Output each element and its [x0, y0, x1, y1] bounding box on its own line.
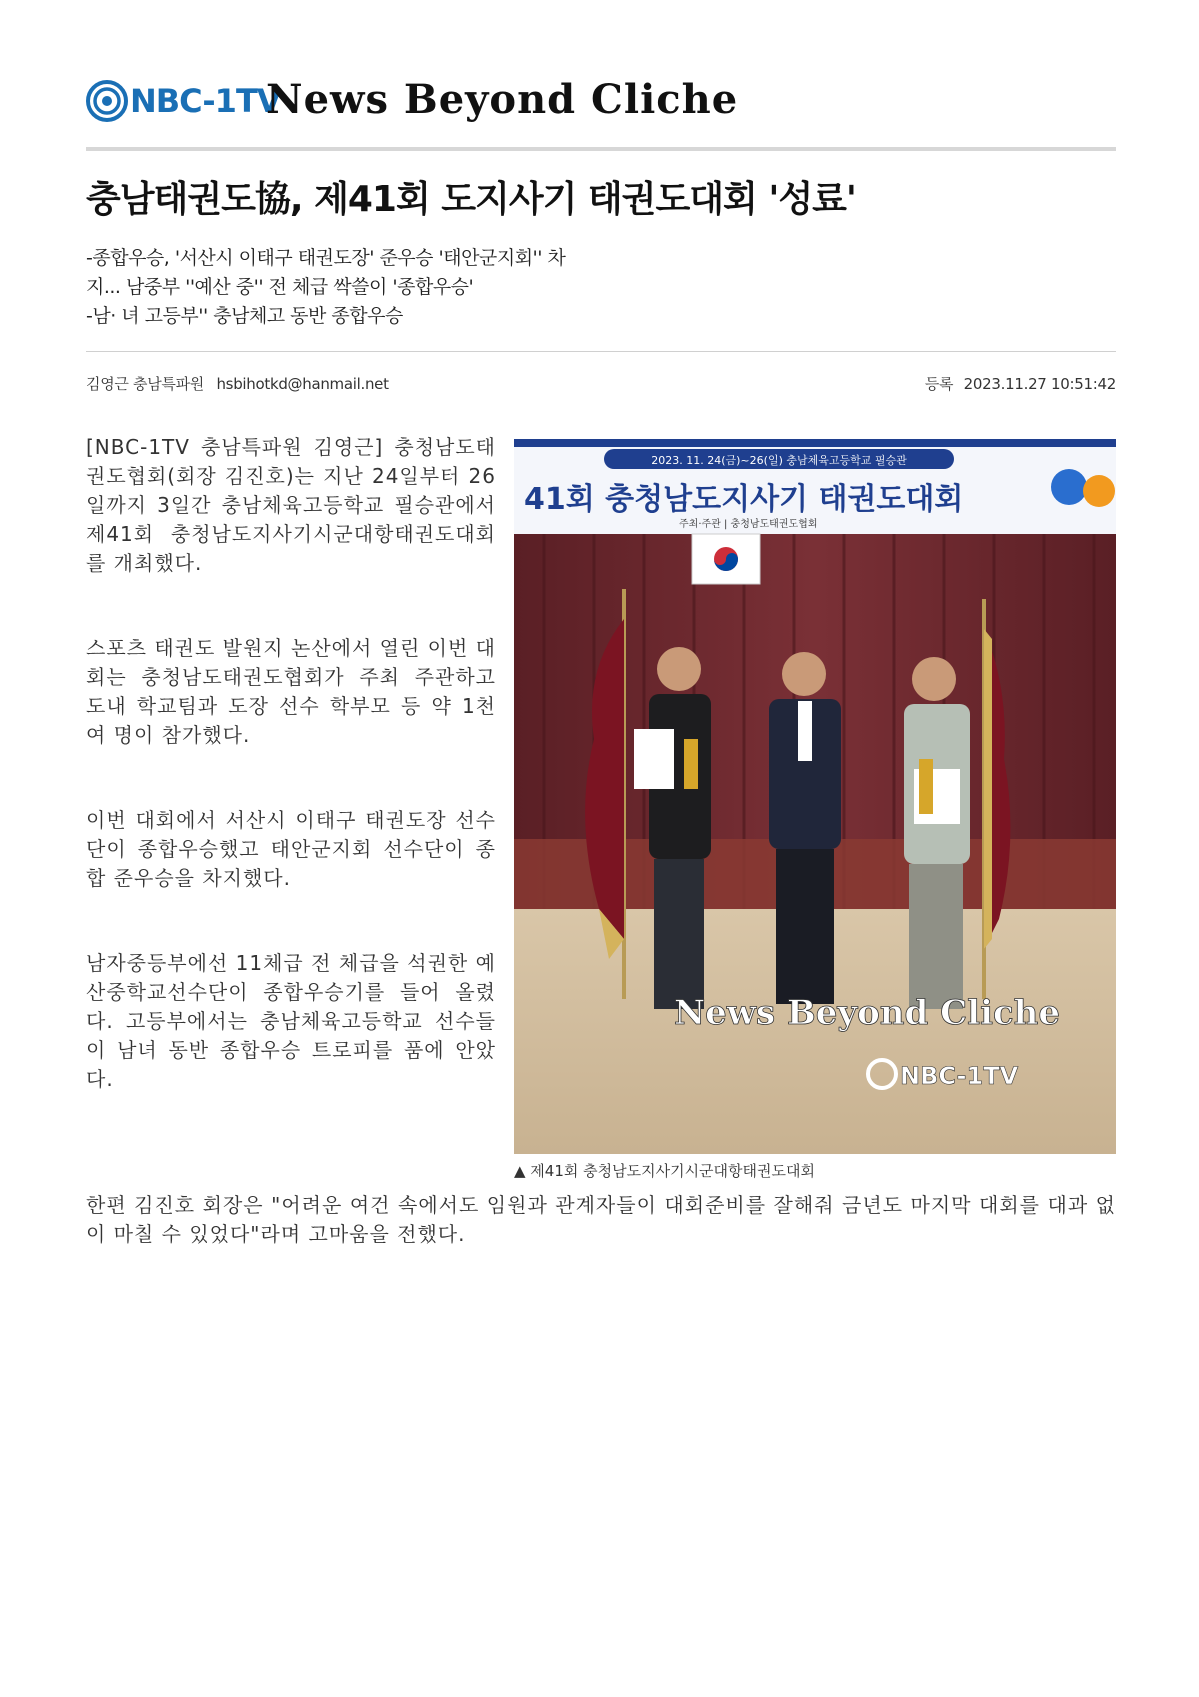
nbc-logo-icon: [86, 80, 128, 122]
reporter-name: 김영근 충남특파원: [86, 375, 204, 393]
watermark-brand: NBC-1TV: [900, 1062, 1019, 1090]
paragraph: 남자중등부에선 11체급 전 체급을 석권한 예산중학교선수단이 종합우승기를 들어 올렸다. 고등부에서는 충남체육고등학교 선수들이 남녀 동반 종합우승 트로피를 품에 안았다.: [86, 951, 496, 1091]
byline: [86, 374, 397, 394]
mascot-icon: [1083, 475, 1115, 507]
article-photo: [514, 439, 1116, 1154]
photo-caption: ▲ 제41회 충청남도지사기시군대항태권도대회: [514, 1162, 815, 1180]
person-center: [769, 652, 841, 1004]
slogan: News Beyond Cliche: [266, 76, 739, 123]
meta-divider: [86, 351, 1116, 352]
header-divider: [86, 147, 1116, 151]
mascot-icon: [1051, 469, 1087, 505]
trophy-icon: [684, 739, 698, 789]
banner-title: 41회 충청남도지사기 태권도대회: [524, 482, 964, 517]
article-body: [86, 433, 496, 1150]
watermark-slogan: News Beyond Cliche: [674, 993, 1061, 1033]
article-subheads: [86, 244, 666, 331]
date-value: 2023.11.27 10:51:42: [963, 375, 1116, 393]
date-label: 등록: [924, 375, 954, 393]
paragraph: 이번 대회에서 서산시 이태구 태권도장 선수단이 종합우승했고 태안군지회 선수단이 종합 준우승을 차지했다.: [86, 808, 496, 890]
reporter-email[interactable]: hsbihotkd@hanmail.net: [216, 375, 389, 393]
trophy-icon: [919, 759, 933, 814]
paragraph: [NBC-1TV 충남특파원 김영근] 충청남도태권도협회(회장 김진호)는 지난 24일부터 26일까지 3일간 충남체육고등학교 필승관에서 제41회 충청남도지사기시군대항태권도대회를 개최했다.: [86, 435, 496, 575]
person-right: [904, 657, 970, 1009]
brand-name: NBC-1TV: [130, 82, 281, 120]
certificate: [634, 729, 674, 789]
publish-date: [919, 374, 1116, 394]
subhead-line: 지... 남중부 ''예산 중'' 전 체급 싹쓸이 '종합우승': [86, 276, 474, 298]
masthead: [86, 74, 1116, 130]
banner-host: 주최·주관 | 충청남도태권도협회: [679, 519, 818, 530]
article-headline: 충남태권도協, 제41회 도지사기 태권도대회 '성료': [86, 179, 856, 220]
closing-paragraph: 한편 김진호 회장은 "어려운 여건 속에서도 임원과 관계자들이 대회준비를 잘해줘 금년도 마지막 대회를 대과 없이 마칠 수 있었다"라며 고마움을 전했다.: [86, 1193, 1116, 1246]
subhead-line: -남· 녀 고등부'' 충남체고 동반 종합우승: [86, 305, 403, 327]
photo-scene: [514, 439, 1116, 1154]
banner-date: 2023. 11. 24(금)~26(일) 충남체육고등학교 필승관: [651, 454, 907, 467]
subhead-line: -종합우승, '서산시 이태구 태권도장' 준우승 '태안군지회'' 차: [86, 247, 566, 269]
paragraph: 스포츠 태권도 발원지 논산에서 열린 이번 대회는 충청남도태권도협회가 주최 주관하고 도내 학교팀과 도장 선수 학부모 등 약 1천여 명이 참가했다.: [86, 636, 496, 747]
